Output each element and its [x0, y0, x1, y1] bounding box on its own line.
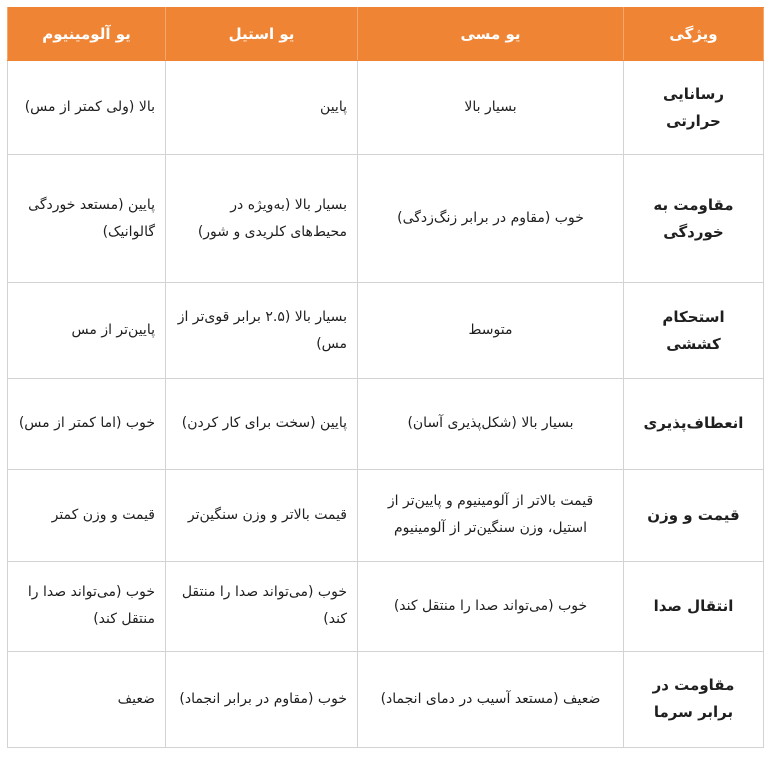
copper-cell: خوب (مقاوم در برابر زنگ‌زدگی): [358, 155, 624, 283]
aluminum-cell: خوب (می‌تواند صدا را منتقل کند): [8, 561, 166, 651]
feature-cell: مقاومت به خوردگی: [624, 155, 764, 283]
feature-cell: انتقال صدا: [624, 561, 764, 651]
aluminum-cell: خوب (اما کمتر از مس): [8, 379, 166, 469]
aluminum-cell: پایین‌تر از مس: [8, 283, 166, 379]
steel-cell: بسیار بالا (به‌ویژه در محیط‌های کلریدی و شور): [166, 155, 358, 283]
steel-cell: پایین: [166, 61, 358, 155]
header-steel: یو استیل: [166, 8, 358, 61]
table-row: [8, 155, 764, 283]
aluminum-cell: بالا (ولی کمتر از مس): [8, 61, 166, 155]
table-row: [8, 379, 764, 469]
feature-cell: قیمت و وزن: [624, 469, 764, 561]
copper-cell: ضعیف (مستعد آسیب در دمای انجماد): [358, 651, 624, 747]
steel-cell: بسیار بالا (۲.۵ برابر قوی‌تر از مس): [166, 283, 358, 379]
table-header: [8, 8, 764, 61]
table-row: [8, 61, 764, 155]
header-feature: ویژگی: [624, 8, 764, 61]
copper-cell: بسیار بالا (شکل‌پذیری آسان): [358, 379, 624, 469]
feature-cell: استحکام کششی: [624, 283, 764, 379]
header-aluminum: یو آلومینیوم: [8, 8, 166, 61]
copper-cell: متوسط: [358, 283, 624, 379]
copper-cell: خوب (می‌تواند صدا را منتقل کند): [358, 561, 624, 651]
steel-cell: خوب (مقاوم در برابر انجماد): [166, 651, 358, 747]
table-row: [8, 651, 764, 747]
aluminum-cell: پایین (مستعد خوردگی گالوانیک): [8, 155, 166, 283]
steel-cell: قیمت بالاتر و وزن سنگین‌تر: [166, 469, 358, 561]
copper-cell: بسیار بالا: [358, 61, 624, 155]
copper-cell: قیمت بالاتر از آلومینیوم و پایین‌تر از استیل، وزن سنگین‌تر از آلومینیوم: [358, 469, 624, 561]
table-body: [8, 61, 764, 748]
comparison-table: [7, 7, 764, 748]
feature-cell: مقاومت در برابر سرما: [624, 651, 764, 747]
feature-cell: انعطاف‌پذیری: [624, 379, 764, 469]
comparison-table-container: [7, 7, 763, 748]
header-row: [8, 8, 764, 61]
table-row: [8, 469, 764, 561]
table-row: [8, 561, 764, 651]
header-copper: یو مسی: [358, 8, 624, 61]
steel-cell: خوب (می‌تواند صدا را منتقل کند): [166, 561, 358, 651]
table-row: [8, 283, 764, 379]
feature-cell: رسانایی حرارتی: [624, 61, 764, 155]
aluminum-cell: ضعیف: [8, 651, 166, 747]
steel-cell: پایین (سخت برای کار کردن): [166, 379, 358, 469]
aluminum-cell: قیمت و وزن کمتر: [8, 469, 166, 561]
